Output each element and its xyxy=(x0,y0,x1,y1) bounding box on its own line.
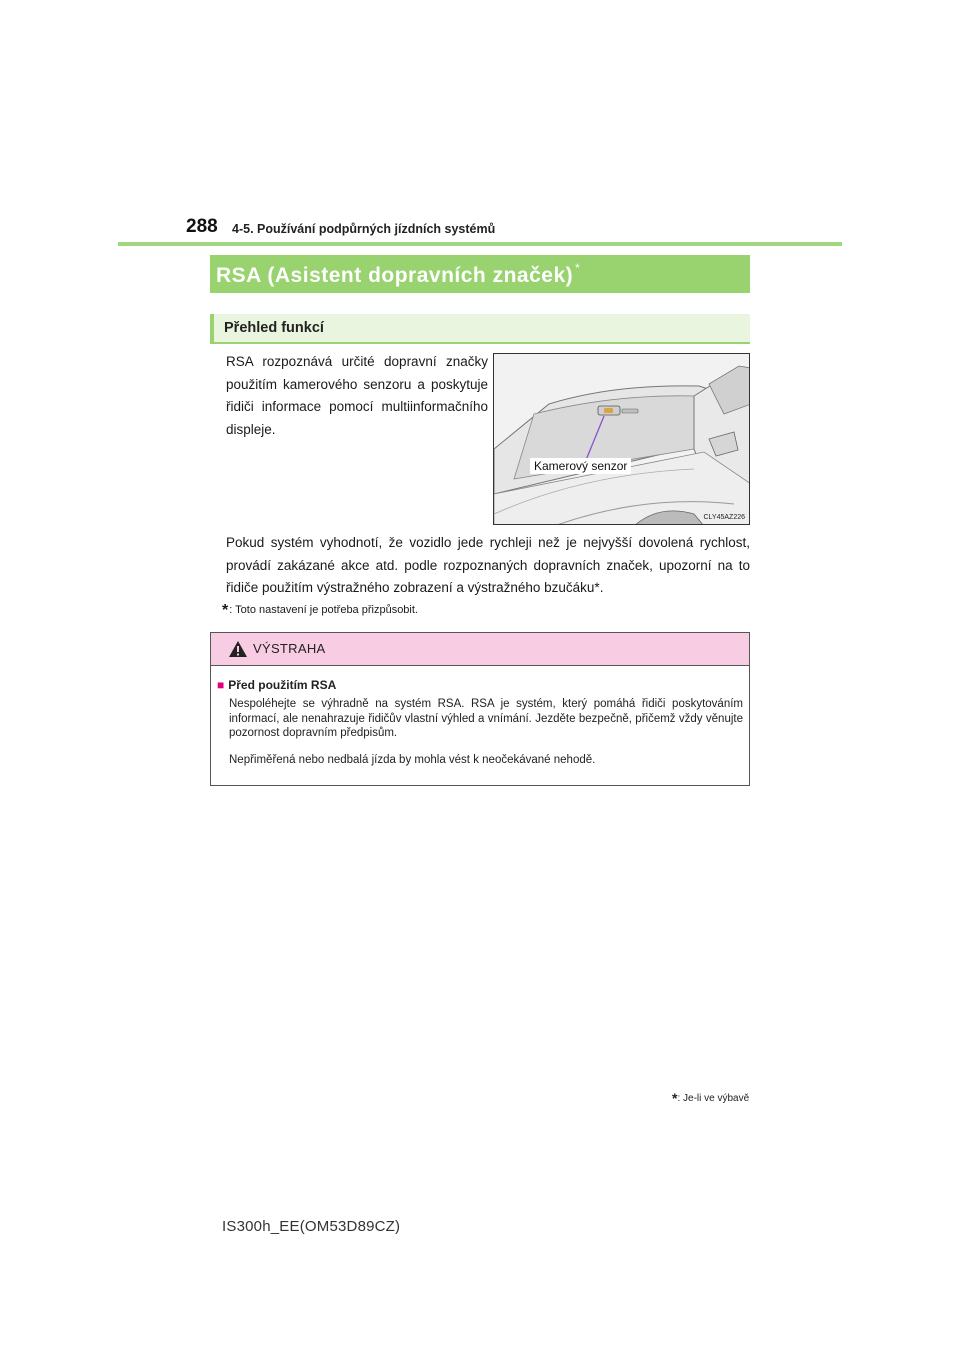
equipment-footnote xyxy=(672,1090,749,1106)
note-marker: * xyxy=(222,602,229,619)
note-text: : Toto nastavení je potřeba přizpůsobit. xyxy=(229,604,418,616)
warning-header xyxy=(211,633,749,666)
warning-triangle-icon xyxy=(228,640,248,658)
footnote-marker: * xyxy=(672,1090,678,1106)
page-number: 288 xyxy=(186,216,218,237)
customization-note xyxy=(222,602,418,620)
intro-paragraph: RSA rozpoznává určité dopravní značky použitím kamerového senzoru a poskytuje řidiči informace pomocí multiinformačního displeje. xyxy=(226,354,488,437)
bullet-square-icon: ■ xyxy=(217,678,225,692)
header-divider xyxy=(118,242,842,246)
warning-subtitle-row xyxy=(217,678,336,692)
section-title-bar xyxy=(210,255,750,293)
warning-subtitle: Před použitím RSA xyxy=(228,678,337,692)
section-breadcrumb: 4-5. Používání podpůrných jízdních systémů xyxy=(232,222,496,236)
camera-sensor-label: Kamerový senzor xyxy=(530,458,631,474)
warning-title: VÝSTRAHA xyxy=(253,641,326,656)
camera-sensor-figure xyxy=(493,353,750,525)
warning-paragraph-2: Nepřiměřená nebo nedbalá jízda by mohla vést k neočekávané nehodě. xyxy=(229,754,596,766)
car-windshield-camera-illustration xyxy=(494,354,750,525)
footnote-text: : Je-li ve výbavě xyxy=(677,1093,750,1104)
section-title: RSA (Asistent dopravních značek) xyxy=(216,264,574,287)
warning-paragraph-1: Nespoléhejte se výhradně na systém RSA. RSA je systém, který pomáhá řidiči poskytováním informací, ale nenahrazuje řidičův vlastní výhled a vnímání. Jezděte bezpečně, přičemž vždy věnujte pozornost dopravním předpisům. xyxy=(229,698,743,739)
body-paragraph: Pokud systém vyhodnotí, že vozidlo jede rychleji než je nejvyšší dovolená rychlost, provádí zakázané akce atd. podle rozpoznaných dopravních značek, upozorní na to řidiče použitím výstražného zobrazení a výstražného bzučáku*. xyxy=(226,535,750,595)
section-title-marker: * xyxy=(575,261,581,275)
warning-box xyxy=(210,632,750,786)
model-code: IS300h_EE(OM53D89CZ) xyxy=(222,1218,401,1235)
subsection-title: Přehled funkcí xyxy=(210,314,750,344)
figure-code: CLY45AZ226 xyxy=(703,514,745,521)
